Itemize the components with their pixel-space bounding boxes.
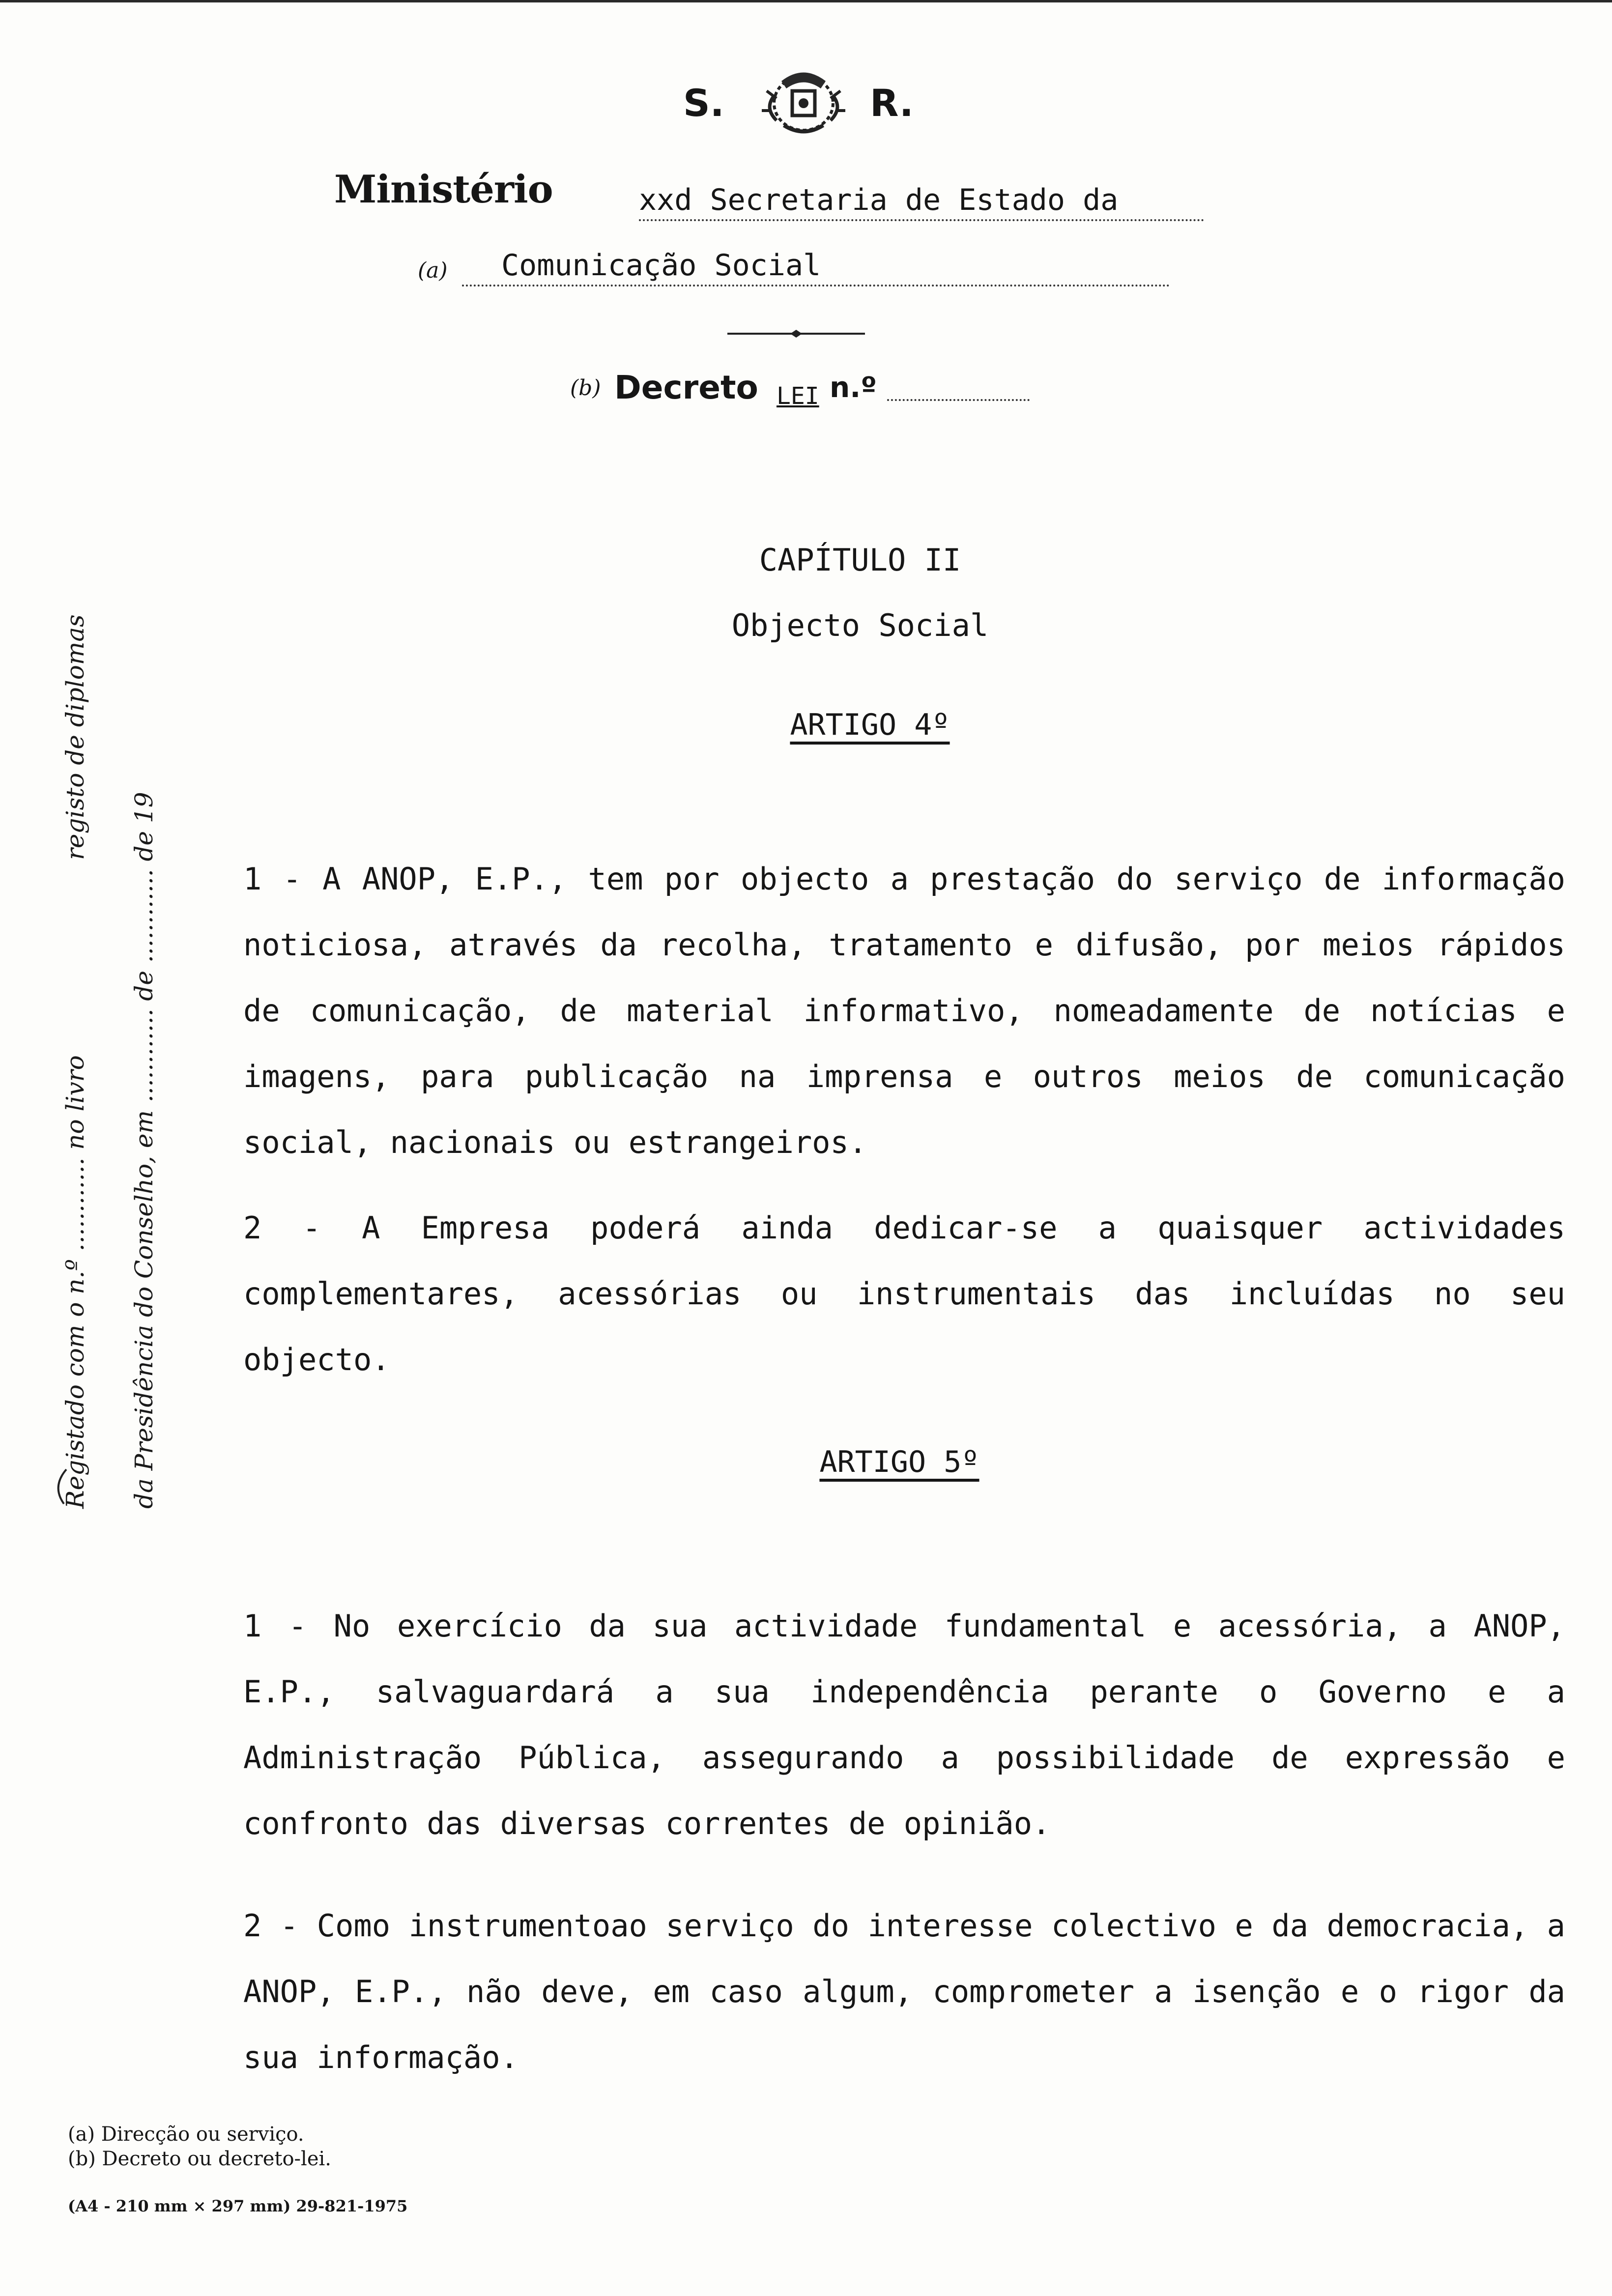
margin-note-line1-end: registo de diplomas xyxy=(61,614,89,860)
decree-label: Decreto xyxy=(614,369,758,406)
letterhead-left-letter: S. xyxy=(683,81,724,125)
form-code: (A4 - 210 mm × 297 mm) 29-821-1975 xyxy=(68,2197,408,2215)
footnote-b: (b) Decreto ou decreto-lei. xyxy=(68,2148,332,2170)
ministry-label: Ministério xyxy=(334,167,553,212)
decree-number-label: n.º xyxy=(830,371,877,404)
article-5-paragraph-1: 1 - No exercício da sua actividade fundamental e acessória, a ANOP, E.P., salvaguardará a sua independência perante o Governo e a Administração Pública, assegurando a possibilidade de expressão e confronto das diversas correntes de opinião. xyxy=(243,1608,1565,1841)
footnote-a: (a) Direcção ou serviço. xyxy=(68,2123,304,2146)
ministry-line xyxy=(334,167,1268,221)
chapter-subtitle: Objecto Social xyxy=(731,607,989,643)
ornamental-divider xyxy=(727,329,865,339)
article-4-paragraph-2: 2 - A Empresa poderá ainda dedicar-se a quaisquer actividades complementares, acessórias ou instrumentais das incluídas no seu objecto. xyxy=(243,1210,1565,1378)
article-4-paragraph-1: 1 - A ANOP, E.P., tem por objecto a prestação do serviço de informação noticiosa, através da recolha, tratamento e difusão, por meios rápidos de comunicação, de material informativo, nomeadamente de notícias e imagens, para publicação na imprensa e outros meios de comunicação social, nacionais ou estrangeiros. xyxy=(243,861,1565,1160)
article-5-paragraph-2: 2 - Como instrumentoao serviço do interesse colectivo e da democracia, a ANOP, E.P., não deve, em caso algum, comprometer a isenção e o rigor da sua informação. xyxy=(243,1908,1565,2075)
coat-of-arms-icon xyxy=(747,61,860,140)
decree-number-blank xyxy=(887,399,1030,401)
margin-registration-note xyxy=(49,555,177,1514)
service-value: Comunicação Social xyxy=(462,248,1170,287)
service-line xyxy=(418,243,1175,292)
footnotes xyxy=(68,2122,331,2171)
decree-marker: (b) xyxy=(570,375,601,401)
letterhead-right-letter: R. xyxy=(870,81,914,125)
article-5-heading: ARTIGO 5º xyxy=(819,1445,979,1479)
chapter-title: CAPÍTULO II xyxy=(759,542,961,578)
margin-note-line1: Registado com o n.º ............ no livro xyxy=(61,1055,89,1509)
ministry-value: xxd Secretaria de Estado da xyxy=(639,183,1204,221)
decree-suffix: LEI xyxy=(777,382,819,410)
decree-line xyxy=(570,369,1032,418)
margin-note-line2: da Presidência do Conselho, em ............ de ............ de 19 xyxy=(130,792,158,1509)
article-4-heading: ARTIGO 4º xyxy=(790,708,950,742)
page-top-edge xyxy=(0,0,1612,2)
letterhead xyxy=(678,61,934,150)
service-marker: (a) xyxy=(418,258,448,283)
